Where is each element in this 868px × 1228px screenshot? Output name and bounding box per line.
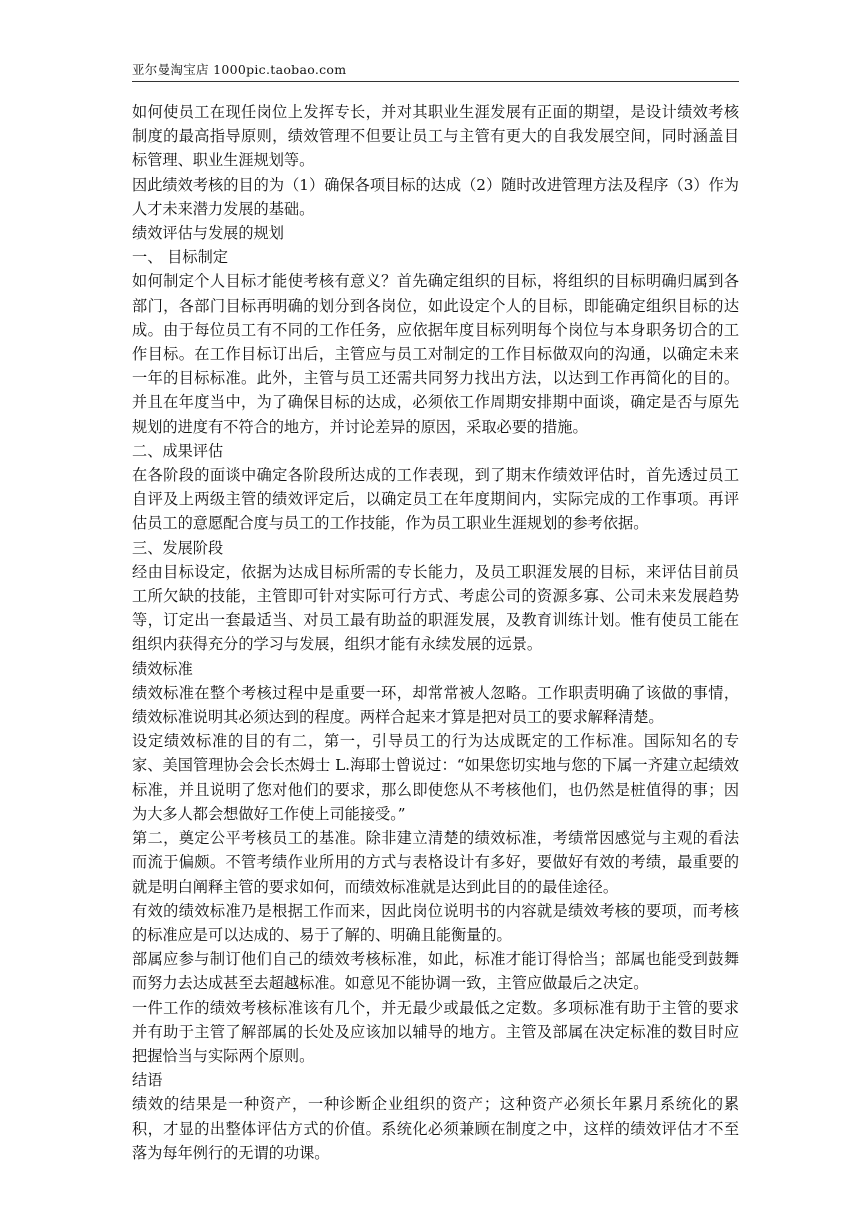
- page-header: [132, 62, 739, 82]
- paragraph-standards-participation: 部属应参与制订他们自己的绩效考核标准，如此，标准才能订得恰当；部属也能受到鼓舞而努力去达成甚至去超越标准。如意见不能协调一致，主管应做最后之决定。: [132, 950, 739, 993]
- paragraph-purpose: 因此绩效考核的目的为（1）确保各项目标的达成（2）随时改进管理方法及程序（3）作为人才未来潜力发展的基础。: [132, 175, 739, 218]
- section-heading-development: 三、发展阶段: [132, 538, 224, 557]
- paragraph-goal-setting: 如何制定个人目标才能使考核有意义？首先确定组织的目标，将组织的目标明确归属到各部门，各部门目标再明确的划分到各岗位，如此设定个人的目标，即能确定组织目标的达成。由于每位员工有不同的工作任务，应依据年度目标列明每个岗位与本身职务切合的工作目标。在工作目标订出后，主管应与员工对制定的工作目标做双向的沟通，以确定未来一年的目标标准。此外，主管与员工还需共同努力找出方法，以达到工作再简化的目的。并且在年度当中，为了确保目标的达成，必须依工作周期安排期中面谈，确定是否与原先规划的进度有不符合的地方，并讨论差异的原因，采取必要的措施。: [132, 272, 739, 436]
- section-heading-result-evaluation: 二、成果评估: [132, 441, 224, 460]
- paragraph-standards-count: 一件工作的绩效考核标准该有几个，并无最少或最低之定数。多项标准有助于主管的要求并有助于主管了解部属的长处及应该加以辅导的地方。主管及部属在决定标准的数目时应把握恰当与实际两个原则。: [132, 998, 739, 1065]
- document-body: [132, 100, 739, 1165]
- paragraph-development: 经由目标设定，依据为达成目标所需的专长能力，及员工职涯发展的目标，来评估目前员工所欠缺的技能，主管即可针对实际可行方式、考虑公司的资源多寡、公司未来发展趋势等，订定出一套最适当、对员工最有助益的职涯发展，及教育训练计划。惟有使员工能在组织内获得充分的学习与发展，组织才能有永续发展的远景。: [132, 562, 739, 654]
- section-heading-planning: 绩效评估与发展的规划: [132, 224, 284, 243]
- paragraph-standards-effective: 有效的绩效标准乃是根据工作而来，因此岗位说明书的内容就是绩效考核的要项，而考核的标准应是可以达成的、易于了解的、明确且能衡量的。: [132, 901, 739, 944]
- paragraph-standards-second: 第二，奠定公平考核员工的基准。除非建立清楚的绩效标准，考绩常因感觉与主观的看法而流于偏颇。不管考绩作业所用的方式与表格设计有多好，要做好有效的考绩，最重要的就是明白阐释主管的要求如何，而绩效标准就是达到此目的的最佳途径。: [132, 829, 739, 896]
- paragraph-result-evaluation: 在各阶段的面谈中确定各阶段所达成的工作表现，到了期末作绩效评估时，首先透过员工自评及上两级主管的绩效评定后，以确定员工在年度期间内，实际完成的工作事项。再评估员工的意愿配合度与员工的工作技能，作为员工职业生涯规划的参考依据。: [132, 466, 739, 533]
- paragraph-standards-intro: 绩效标准在整个考核过程中是重要一环，却常常被人忽略。工作职责明确了该做的事情，绩效标准说明其必须达到的程度。两样合起来才算是把对员工的要求解释清楚。: [132, 683, 739, 727]
- header-text: 亚尔曼淘宝店 1000pic.taobao.com: [132, 62, 347, 77]
- section-heading-goal-setting: 一、 目标制定: [132, 248, 228, 267]
- paragraph-standards-purpose: 设定绩效标准的目的有二，第一，引导员工的行为达成既定的工作标准。国际知名的专家、美国管理协会会长杰姆士 L.海耶士曾说过：“如果您切实地与您的下属一齐建立起绩效标准，并且说明了您对他们的要求，那么即使您从不考核他们，也仍然是桩值得的事；因为大多人都会想做好工作使上司能接受。”: [132, 732, 739, 823]
- paragraph-intro: 如何使员工在现任岗位上发挥专长，并对其职业生涯发展有正面的期望，是设计绩效考核制度的最高指导原则，绩效管理不但要让员工与主管有更大的自我发展空间，同时涵盖目标管理、职业生涯规划等。: [132, 103, 739, 170]
- section-heading-standards: 绩效标准: [132, 659, 193, 678]
- section-heading-conclusion: 结语: [132, 1071, 163, 1090]
- paragraph-conclusion: 绩效的结果是一种资产，一种诊断企业组织的资产；这种资产必须长年累月系统化的累积，才显的出整体评估方式的价值。系统化必须兼顾在制度之中，这样的绩效评估才不至落为每年例行的无谓的功课。: [132, 1095, 739, 1162]
